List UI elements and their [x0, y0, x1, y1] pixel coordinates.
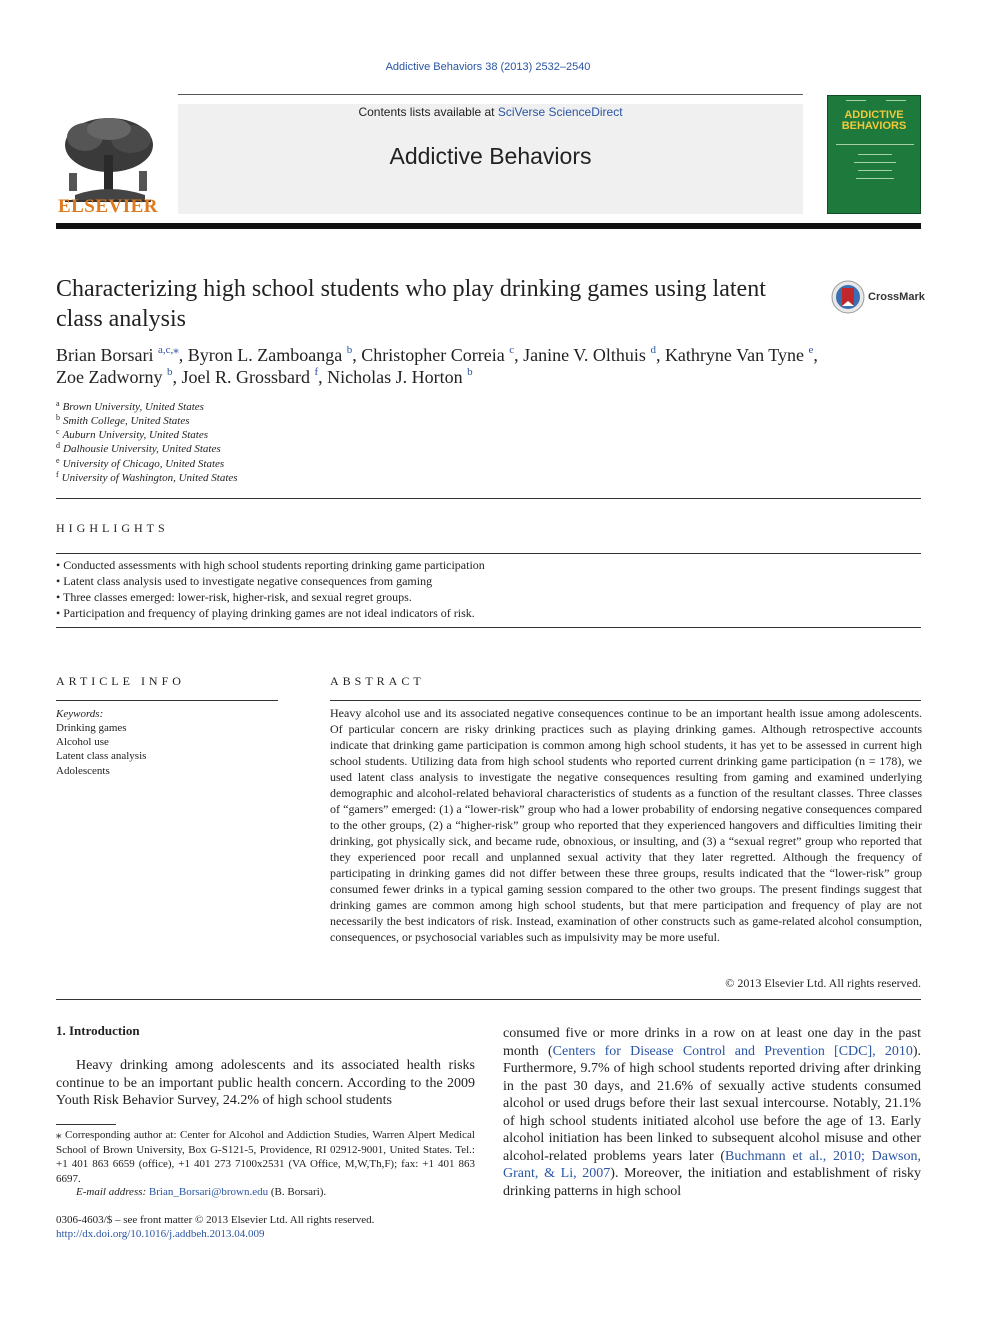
author-name[interactable]: Joel R. Grossbard: [181, 367, 310, 387]
intro-paragraph-left: Heavy drinking among adolescents and its associated health risks continue to be an important public health concern. According to the 2009 Youth Risk Behavior Survey, 24.2% of high school students: [56, 1058, 475, 1108]
highlight-item: • Participation and frequency of playing drinking games are not ideal indicators of risk.: [56, 606, 475, 620]
affiliation-item: [56, 470, 238, 484]
affiliation-key: d: [56, 441, 60, 450]
intro-paragraph-right: [503, 1025, 921, 1200]
keyword-item: Adolescents: [56, 765, 110, 777]
email-label: E-mail address:: [76, 1186, 149, 1198]
cover-decoration: [836, 144, 914, 145]
author-name[interactable]: Byron L. Zamboanga: [187, 345, 343, 365]
keywords-label: Keywords:: [56, 708, 104, 720]
section-heading-introduction: 1. Introduction: [56, 1023, 140, 1038]
header-top-rule: [178, 94, 803, 95]
keyword-item: Latent class analysis: [56, 750, 147, 762]
highlights-bottom-rule: [56, 627, 921, 628]
author-name[interactable]: Christopher Correia: [361, 345, 505, 365]
article-info-rule: [56, 700, 278, 701]
affiliation-key: e: [56, 456, 60, 465]
affiliation-text: University of Washington, United States: [61, 472, 238, 484]
corresponding-author-footnote: ⁎ Corresponding author at: Center for Alcohol and Addiction Studies, Warren Alpert Medical School of Brown University, Box G-S121-5, Providence, RI 02912-9001, United States. Tel.: +1 401 863 6659 (office), +1 401 273 7100x2531 (VA Office, M,W,Th,F); fax: +1 401 863 6697.: [56, 1129, 475, 1185]
cover-decoration: [854, 162, 896, 163]
article-title: Characterizing high school students who play drinking games using latent class analysis: [56, 276, 766, 332]
affiliation-key: a: [56, 399, 60, 408]
highlight-item: • Three classes emerged: lower-risk, higher-risk, and sexual regret groups.: [56, 590, 412, 604]
affiliation-text: University of Chicago, United States: [62, 458, 225, 470]
highlights-heading: HIGHLIGHTS: [56, 521, 169, 535]
affiliation-text: Brown University, United States: [62, 401, 204, 413]
author-affiliation-marker[interactable]: e: [808, 344, 814, 356]
intro-text: ). Furthermore, 9.7% of high school students reported driving after drinking in the past 30 days, and 21.6% of sexually active students consumed alcohol or used drugs before their last sexual intercourse. Notably, 21.1% of high school students initiated alcohol use before the age of 13. Early alcohol initiation has been linked to subsequent alcohol misuse and other alcohol-related problems years later (: [503, 1043, 921, 1164]
intro-text: ). Moreover, the initiation and establishment of risky drinking patterns in high school: [503, 1166, 921, 1199]
header-bottom-rule: [56, 223, 921, 229]
author-name[interactable]: Nicholas J. Horton: [327, 367, 463, 387]
affiliation-text: Smith College, United States: [63, 415, 190, 427]
affiliation-item: [56, 399, 204, 413]
publisher-name: ELSEVIER: [57, 196, 159, 217]
affiliation-item: [56, 427, 208, 441]
affiliation-key: c: [56, 427, 60, 436]
affiliation-key: f: [56, 470, 59, 479]
email-link[interactable]: Brian_Borsari@brown.edu: [148, 1186, 269, 1198]
contents-line: [178, 105, 803, 119]
footnote-rule: [56, 1124, 116, 1125]
affiliation-text: Auburn University, United States: [62, 429, 208, 441]
cover-decoration: [858, 170, 892, 171]
affiliation-divider: [56, 498, 921, 499]
cover-title: ADDICTIVE BEHAVIORS: [841, 109, 907, 132]
highlight-item: • Latent class analysis used to investigate negative consequences from gaming: [56, 574, 433, 588]
citation-link[interactable]: Buchmann et al., 2010; Dawson, Grant, & Li, 2007: [503, 1148, 922, 1181]
author-affiliation-marker[interactable]: b: [467, 366, 473, 378]
journal-title: Addictive Behaviors: [389, 143, 592, 169]
sciencedirect-link[interactable]: SciVerse ScienceDirect: [497, 105, 623, 119]
author-name[interactable]: Zoe Zadworny: [56, 367, 163, 387]
author-affiliation-marker[interactable]: f: [314, 366, 319, 378]
intro-text: consumed five or more drinks in a row on at least one day in the past month (: [503, 1026, 921, 1059]
crossmark-icon[interactable]: [831, 280, 865, 314]
author-affiliation-marker[interactable]: b: [346, 344, 353, 356]
email-line: [76, 1186, 326, 1198]
affiliation-item: [56, 456, 224, 470]
author-name[interactable]: Janine V. Olthuis: [523, 345, 646, 365]
author-name[interactable]: Brian Borsari: [56, 345, 154, 365]
cover-decoration: [856, 178, 894, 179]
citation-link[interactable]: Centers for Disease Control and Prevention [CDC], 2010: [552, 1043, 913, 1059]
abstract-copyright: © 2013 Elsevier Ltd. All rights reserved.: [725, 976, 921, 990]
contents-prefix: Contents lists available at: [358, 105, 498, 119]
author-affiliation-marker[interactable]: a,c,⁎: [157, 344, 179, 356]
author-affiliation-marker[interactable]: c: [509, 344, 515, 356]
author-name[interactable]: Kathryne Van Tyne: [664, 345, 804, 365]
abstract-rule: [330, 700, 921, 701]
crossmark-label[interactable]: CrossMark: [868, 291, 925, 303]
abstract-heading: ABSTRACT: [330, 674, 425, 688]
email-suffix: (B. Borsari).: [268, 1186, 327, 1198]
affiliation-item: [56, 441, 221, 455]
highlights-top-rule: [56, 553, 921, 554]
affiliation-item: [56, 413, 189, 427]
highlight-item: • Conducted assessments with high school students reporting drinking game participation: [56, 558, 485, 572]
affiliation-text: Dalhousie University, United States: [63, 443, 221, 455]
issn-line: 0306-4603/$ – see front matter © 2013 Elsevier Ltd. All rights reserved.: [56, 1214, 375, 1226]
author-list: Brian Borsari $^{a,c,⁎}$, Byron L. Zamboanga $^b$, Christopher Correia $^c$, Janine V. Olthuis $^d$, Kathryne Van Tyne $^e$, Zoe Zadworny $^b$, Joel R. Grossbard $^f$, Nicholas J. Horton $^b$: [56, 344, 818, 387]
keyword-item: Drinking games: [56, 722, 127, 734]
cover-decoration: [886, 100, 906, 101]
affiliation-key: b: [56, 413, 60, 422]
author-affiliation-marker[interactable]: d: [650, 344, 656, 356]
author-affiliation-marker[interactable]: b: [166, 366, 173, 378]
keyword-item: Alcohol use: [56, 736, 109, 748]
cover-decoration: [846, 100, 866, 101]
abstract-text: Heavy alcohol use and its associated negative consequences continue to be an important health issue among adolescents. Of particular concern are risky drinking practices such as playing drinking games. Although retrospective accounts indicate that drinking game participation is common among high school students, it has yet to be assessed in current high school students. Utilizing data from high school students who reported current drinking game participation (n = 178), we used latent class analysis to investigate the negative consequences resulting from gaming and examined underlying demographic and alcohol-related behavioral characteristics of students as a function of the resultant classes. Three classes of “gamers” emerged: (1) a “lower-risk” group who had a lower probability of endorsing negative consequences compared to the other groups, (2) a “higher-risk” group who reported that they experienced hangovers and difficulties limiting their drinking, got physically sick, and became rude, obnoxious, or insulting, and (3) a “sexual regret” group who reported that they experienced poor recall and unplanned sexual activity that they later regretted. Although the frequency of participating in drinking games did not differ between these three groups, results indicated that the “lower-risk” group consumed fewer drinks in a typical gaming session compared to the other two groups. The present findings suggest that drinking games are common among high school students, but that mere participation and frequency of play are not necessarily the best indicators of risk. Instead, examination of other constructs such as game-related alcohol consumption, consequences, or psychosocial variables such as impulsivity may be more useful.: [330, 706, 922, 944]
cover-decoration: [858, 154, 892, 155]
journal-reference-link[interactable]: Addictive Behaviors 38 (2013) 2532–2540: [385, 61, 591, 73]
abstract-bottom-rule: [56, 999, 921, 1000]
article-info-heading: ARTICLE INFO: [56, 674, 185, 688]
doi-link[interactable]: http://dx.doi.org/10.1016/j.addbeh.2013.04.009: [56, 1228, 265, 1240]
